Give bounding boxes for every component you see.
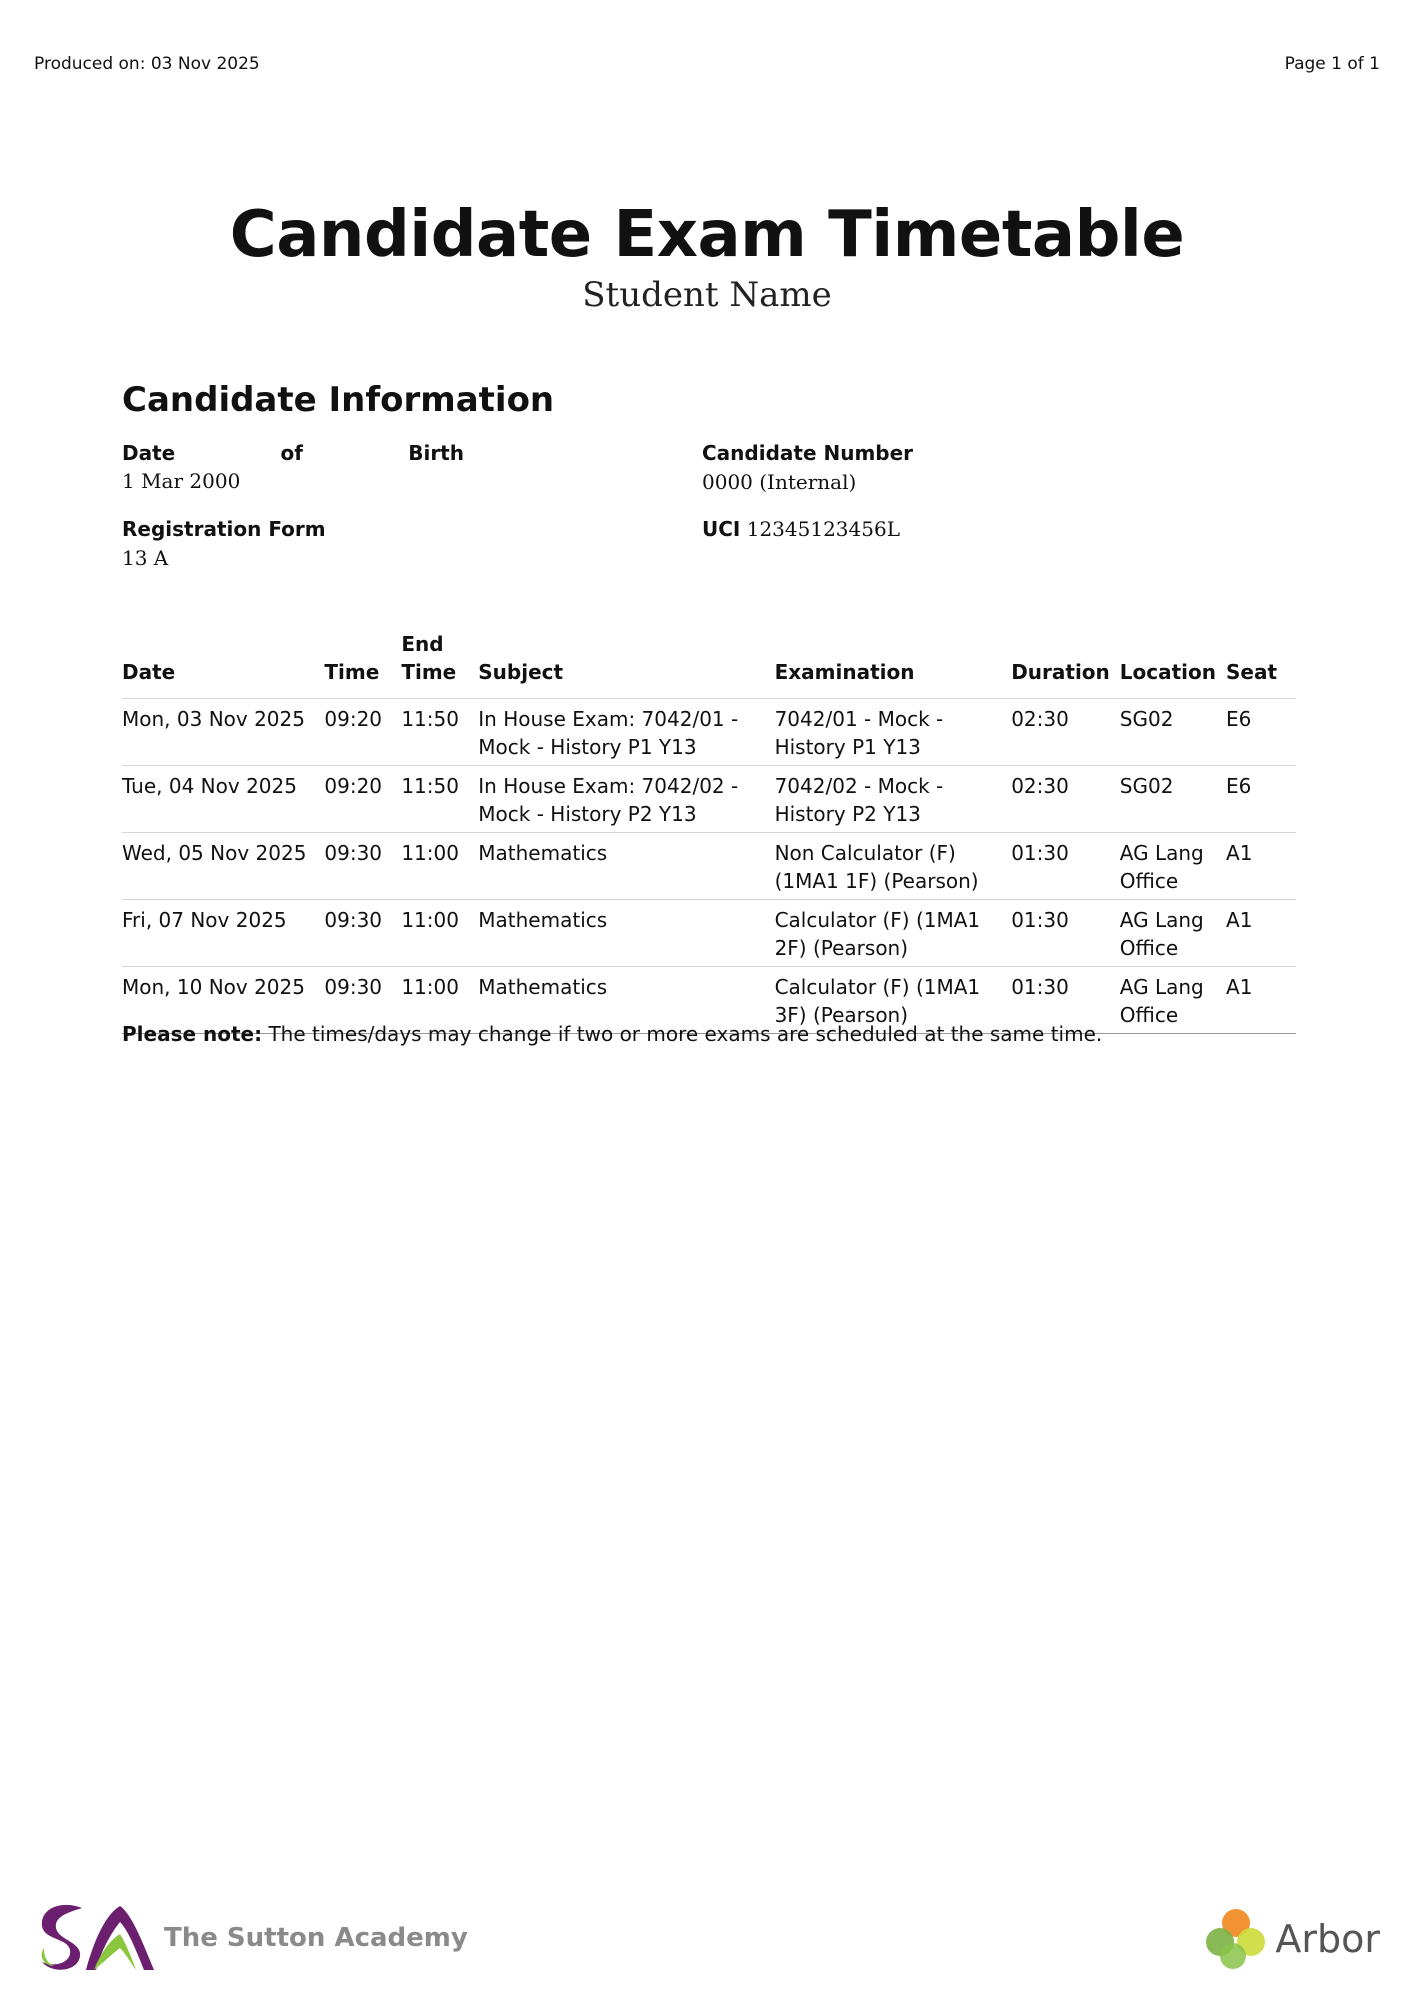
uci-value: 12345123456L — [746, 517, 900, 541]
column-header-seat: Seat — [1226, 626, 1296, 699]
cell-location: AG Lang Office — [1120, 967, 1226, 1034]
column-header-duration: Duration — [1011, 626, 1120, 699]
school-branding — [34, 1900, 468, 1976]
uci-line — [702, 517, 900, 541]
sutton-academy-logo-icon — [34, 1900, 158, 1976]
dob-label-word: of — [280, 441, 303, 465]
cell-seat: A1 — [1226, 900, 1296, 967]
cell-end-time: 11:50 — [401, 699, 478, 766]
cell-examination: Calculator (F) (1MA1 2F) (Pearson) — [775, 900, 1012, 967]
note-label: Please note: — [122, 1022, 263, 1046]
arbor-branding — [1203, 1906, 1380, 1972]
cell-time: 09:20 — [324, 699, 401, 766]
student-name: Student Name — [582, 275, 832, 315]
dob-value: 1 Mar 2000 — [122, 469, 241, 493]
column-header-location: Location — [1120, 626, 1226, 699]
cell-end-time: 11:50 — [401, 766, 478, 833]
cell-time: 09:20 — [324, 766, 401, 833]
dob-label — [122, 441, 464, 465]
cell-seat: A1 — [1226, 833, 1296, 900]
cell-location: AG Lang Office — [1120, 833, 1226, 900]
table-header-row — [122, 626, 1296, 699]
column-header-examination: Examination — [775, 626, 1012, 699]
page-title: Candidate Exam Timetable — [229, 198, 1185, 272]
cell-time: 09:30 — [324, 967, 401, 1034]
cell-subject: In House Exam: 7042/01 - Mock - History P1 Y13 — [478, 699, 774, 766]
cell-end-time: 11:00 — [401, 967, 478, 1034]
cell-duration: 02:30 — [1011, 766, 1120, 833]
produced-on: Produced on: 03 Nov 2025 — [34, 54, 260, 74]
school-name: The Sutton Academy — [164, 1923, 468, 1953]
cell-date: Tue, 04 Nov 2025 — [122, 766, 324, 833]
column-header-subject: Subject — [478, 626, 774, 699]
cell-seat: E6 — [1226, 766, 1296, 833]
candidate-number-label: Candidate Number — [702, 441, 914, 465]
cell-date: Mon, 03 Nov 2025 — [122, 699, 324, 766]
cell-subject: In House Exam: 7042/02 - Mock - History P2 Y13 — [478, 766, 774, 833]
arbor-brand-name: Arbor — [1275, 1917, 1380, 1961]
candidate-info-heading: Candidate Information — [122, 380, 555, 420]
cell-subject: Mathematics — [478, 967, 774, 1034]
cell-date: Wed, 05 Nov 2025 — [122, 833, 324, 900]
cell-subject: Mathematics — [478, 900, 774, 967]
candidate-number-value: 0000 (Internal) — [702, 470, 857, 494]
cell-location: SG02 — [1120, 699, 1226, 766]
uci-label: UCI — [702, 517, 741, 541]
cell-subject: Mathematics — [478, 833, 774, 900]
cell-examination: Non Calculator (F) (1MA1 1F) (Pearson) — [775, 833, 1012, 900]
arbor-logo-icon — [1203, 1906, 1269, 1972]
cell-duration: 02:30 — [1011, 699, 1120, 766]
table-row — [122, 833, 1296, 900]
cell-seat: E6 — [1226, 699, 1296, 766]
exam-timetable — [122, 626, 1296, 1034]
table-row — [122, 699, 1296, 766]
dob-label-word: Date — [122, 441, 176, 465]
registration-form-value: 13 A — [122, 546, 169, 570]
table-row — [122, 766, 1296, 833]
cell-location: SG02 — [1120, 766, 1226, 833]
please-note — [122, 1022, 1102, 1046]
cell-duration: 01:30 — [1011, 967, 1120, 1034]
table-row — [122, 900, 1296, 967]
column-header-date: Date — [122, 626, 324, 699]
cell-examination: 7042/02 - Mock - History P2 Y13 — [775, 766, 1012, 833]
cell-date: Mon, 10 Nov 2025 — [122, 967, 324, 1034]
cell-duration: 01:30 — [1011, 900, 1120, 967]
cell-location: AG Lang Office — [1120, 900, 1226, 967]
cell-examination: 7042/01 - Mock - History P1 Y13 — [775, 699, 1012, 766]
page-number: Page 1 of 1 — [1284, 54, 1380, 74]
cell-examination: Calculator (F) (1MA1 3F) (Pearson) — [775, 967, 1012, 1034]
cell-seat: A1 — [1226, 967, 1296, 1034]
cell-time: 09:30 — [324, 833, 401, 900]
registration-form-label: Registration Form — [122, 517, 326, 541]
cell-end-time: 11:00 — [401, 833, 478, 900]
dob-label-word: Birth — [408, 441, 464, 465]
column-header-time: Time — [324, 626, 401, 699]
cell-duration: 01:30 — [1011, 833, 1120, 900]
cell-end-time: 11:00 — [401, 900, 478, 967]
note-text: The times/days may change if two or more exams are scheduled at the same time. — [262, 1022, 1103, 1046]
cell-time: 09:30 — [324, 900, 401, 967]
cell-date: Fri, 07 Nov 2025 — [122, 900, 324, 967]
column-header-end-time: End Time — [401, 626, 478, 699]
